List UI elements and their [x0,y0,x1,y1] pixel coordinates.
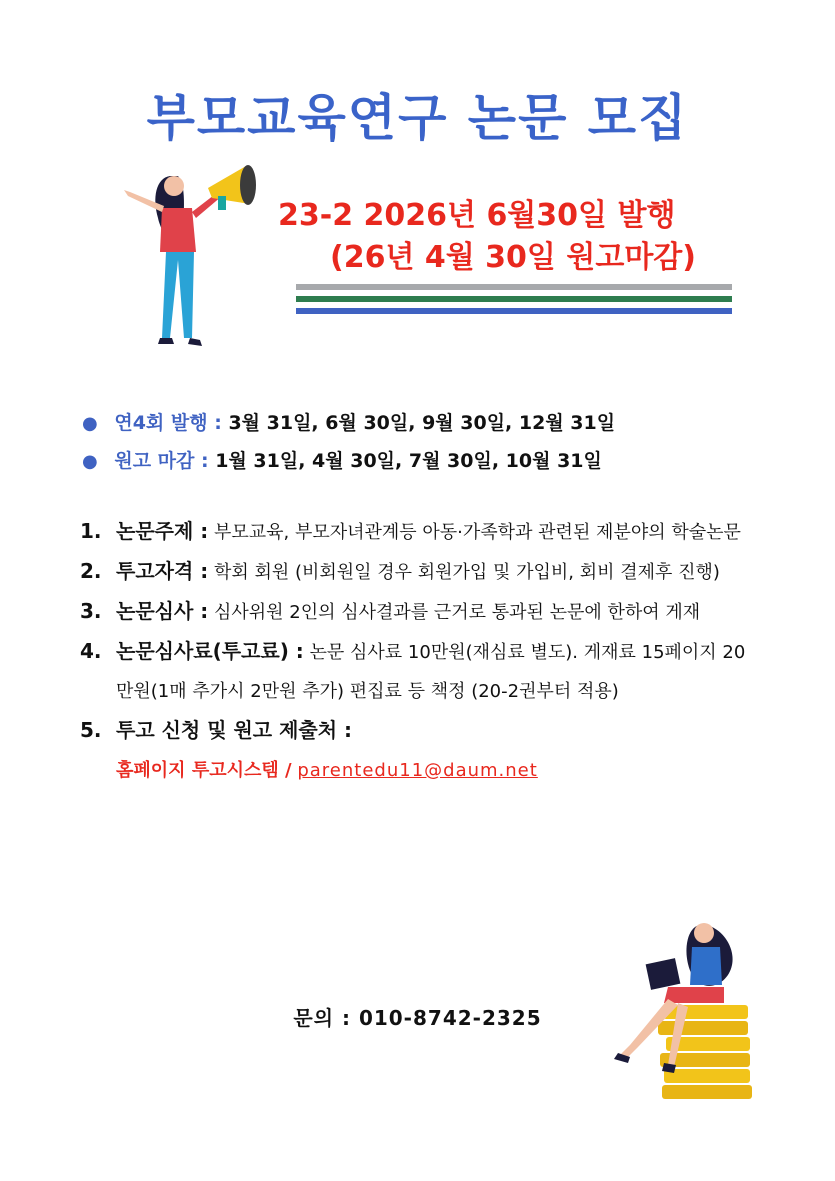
submission-line [80,751,756,790]
item-number: 3. [80,599,102,623]
gray-stripe [296,284,732,290]
green-stripe [296,296,732,302]
homepage-system-link[interactable]: 홈페이지 투고시스템 / [116,760,292,781]
item-heading: 투고 신청 및 원고 제출처 : [116,718,353,742]
submission-email-link[interactable]: parentedu11@daum.net [297,760,538,781]
manuscript-deadline: (26년 4월 30일 원고마감) [330,240,696,275]
list-item [80,512,756,552]
deadline-schedule [82,446,602,473]
item-number: 5. [80,718,102,742]
contact-phone: 문의 : 010-8742-2325 [293,1006,542,1030]
list-item [80,632,756,711]
item-number: 2. [80,559,102,583]
item-text: 부모교육, 부모자녀관계등 아동·가족학과 관련된 제분야의 학술논문 [208,522,741,543]
schedule-label: 연4회 발행 : [114,412,222,434]
blue-stripe [296,308,732,314]
list-item [80,592,756,632]
schedule-dates: 1월 31일, 4월 30일, 7월 30일, 10월 31일 [215,450,602,472]
schedule-label: 원고 마감 : [114,450,209,472]
issue-date: 23-2 2026년 6월30일 발행 [278,198,676,233]
item-text: 논문 심사료 10만원(재심료 별도). 게재료 15페이지 20만원(1매 추가시 2만원 추가) 편집료 등 책정 (20-2권부터 적용) [116,642,746,702]
item-heading: 투고자격 : [116,559,209,583]
bullet-icon: ● [82,451,98,472]
publication-schedule [82,408,615,435]
item-number: 1. [80,519,102,543]
list-item [80,711,756,751]
bullet-icon: ● [82,413,98,434]
item-heading: 논문심사료(투고료) : [116,639,304,663]
item-heading: 논문주제 : [116,519,209,543]
decorative-stripes [296,284,732,320]
list-item [80,552,756,592]
item-heading: 논문심사 : [116,599,209,623]
requirements-list [80,512,756,790]
woman-megaphone-illustration [108,148,268,348]
item-text: 심사위원 2인의 심사결과를 근거로 통과된 논문에 한하여 게재 [208,602,701,623]
item-text: 학회 회원 (비회원일 경우 회원가입 및 가입비, 회비 결제후 진행) [208,562,720,583]
page-title: 부모교육연구 논문 모집 [146,89,689,147]
schedule-dates: 3월 31일, 6월 30일, 9월 30일, 12월 31일 [228,412,616,434]
woman-laptop-coins-illustration [608,895,758,1105]
item-number: 4. [80,639,102,663]
